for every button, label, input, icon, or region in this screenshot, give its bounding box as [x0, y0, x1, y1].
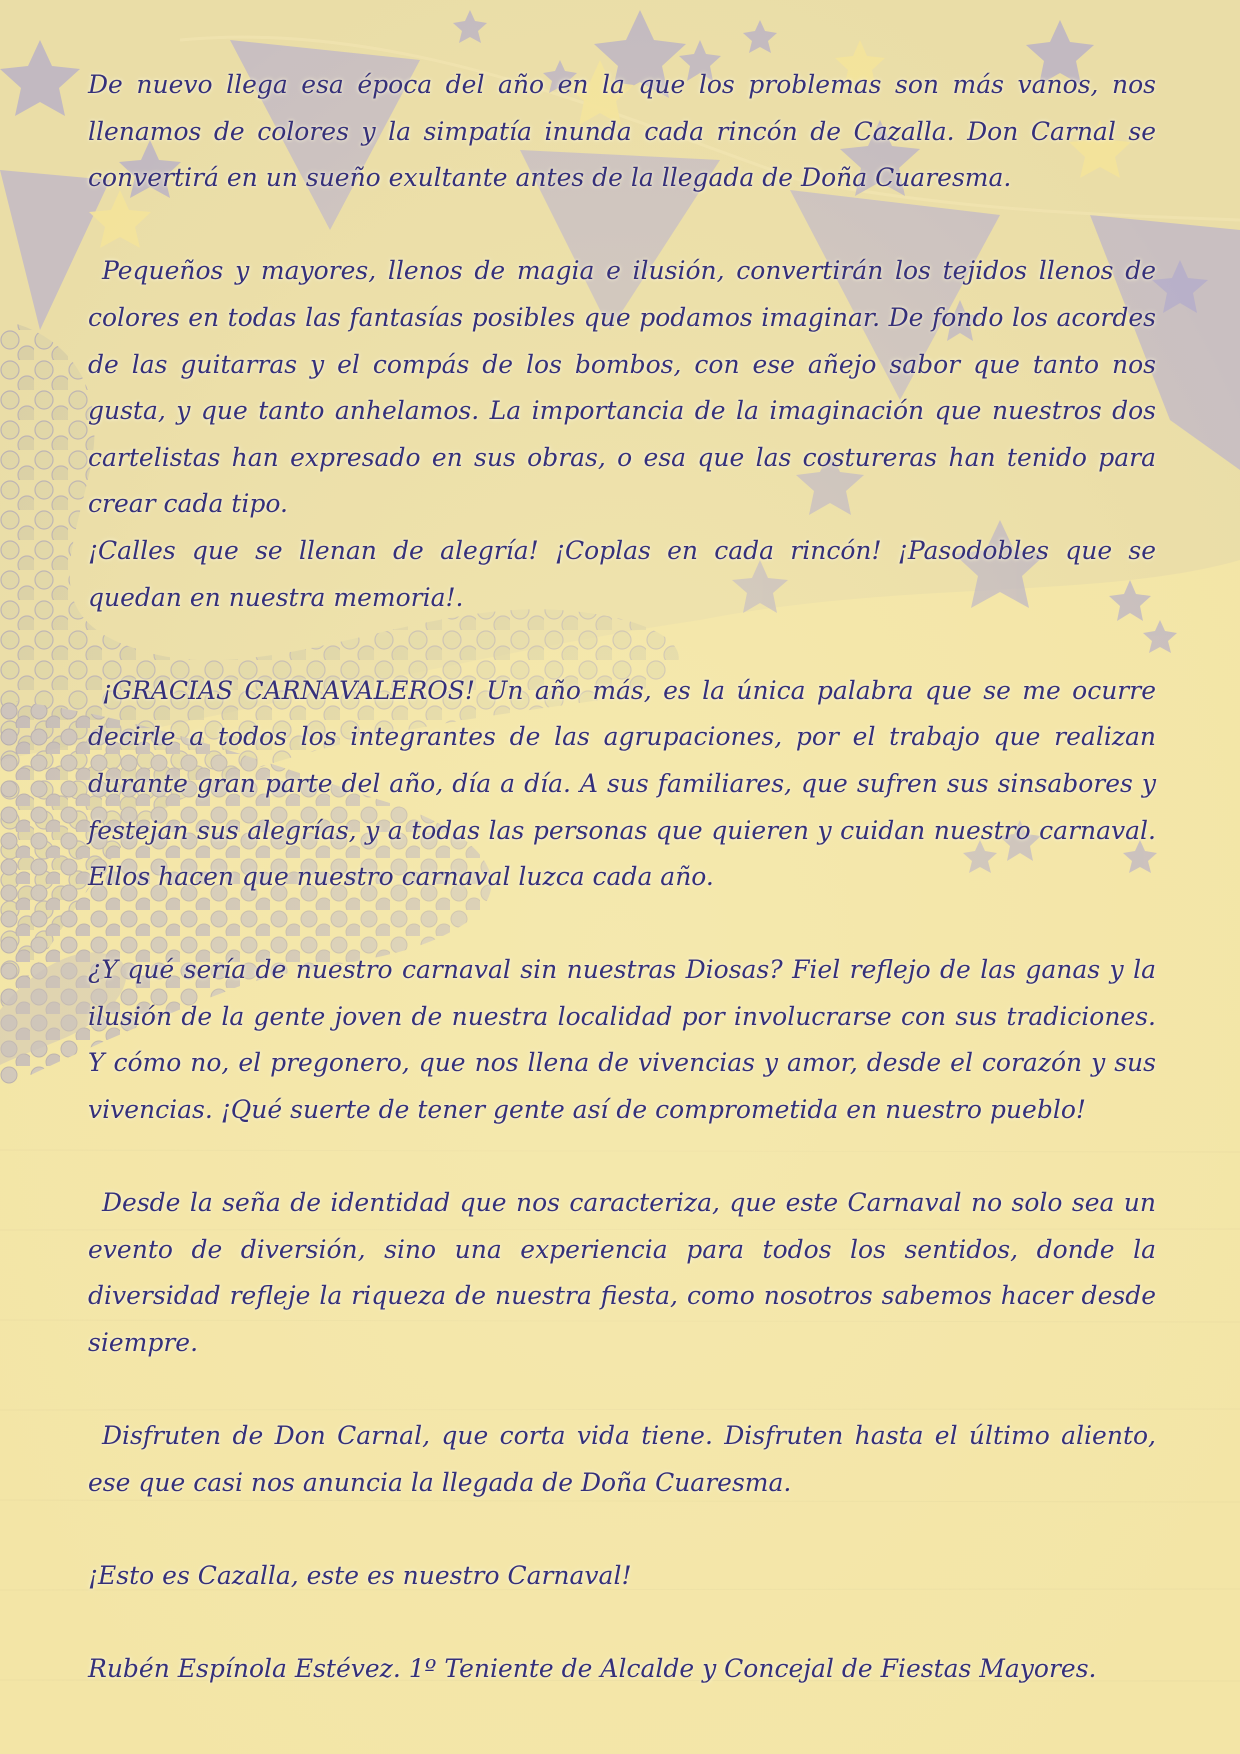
paragraph-spacer — [88, 621, 1156, 668]
paragraph-intro: De nuevo llega esa época del año en la que los problemas son más vanos, nos llenamos de colores y la simpatía inunda cada rincón de Cazalla. Don Carnal se convertirá en un sueño exultante antes de la llegada de Doña Cuaresma. — [88, 70, 1156, 193]
paragraph-enjoy: Disfruten de Don Carnal, que corta vida tiene. Disfruten hasta el último aliento, ese que casi nos anuncia la llegada de Doña Cuaresma. — [88, 1421, 1156, 1497]
paragraph-diosas: ¿Y qué sería de nuestro carnaval sin nuestras Diosas? Fiel reflejo de las ganas y la ilusión de la gente joven de nuestra localidad por involucrarse con sus tradiciones. Y cómo no, el pregonero, que nos llena de vivencias y amor, desde el corazón y sus vivencias. ¡Qué suerte de tener gente así de comprometida en nuestro pueblo! — [88, 955, 1156, 1125]
signature: Rubén Espínola Estévez. 1º Teniente de Alcalde y Concejal de Fiestas Mayores. — [88, 1654, 1097, 1684]
paragraph-spacer — [88, 901, 1156, 948]
paragraph-spacer — [88, 1367, 1156, 1414]
paragraph-identity: Desde la seña de identidad que nos caracteriza, que este Carnaval no solo sea un evento de diversión, sino una experiencia para todos los sentidos, donde la diversidad refleje la riqueza de nuestra fiesta, como nosotros sabemos hacer desde siempre. — [88, 1188, 1156, 1358]
paragraph-spacer — [88, 1506, 1156, 1553]
paragraph-fantasies: Pequeños y mayores, llenos de magia e ilusión, convertirán los tejidos llenos de colores en todas las fantasías posibles que podamos imaginar. De fondo los acordes de las guitarras y el compás de los bombos, con ese añejo sabor que tanto nos gusta, y que tanto anhelamos. La importancia de la imaginación que nuestros dos cartelistas han expresado en sus obras, o esa que las costureras han tenido para crear cada tipo. — [88, 256, 1156, 519]
paragraph-spacer — [88, 202, 1156, 249]
paragraph-spacer — [88, 1134, 1156, 1181]
paragraph-spacer — [88, 1600, 1156, 1647]
paragraph-thanks: ¡GRACIAS CARNAVALEROS! Un año más, es la única palabra que se me ocurre decirle a todos los integrantes de las agrupaciones, por el trabajo que realizan durante gran parte del año, día a día. A sus familiares, que sufren sus sinsabores y festejan sus alegrías, y a todas las personas que quieren y cuidan nuestro carnaval. Ellos hacen que nuestro carnaval luzca cada año. — [88, 675, 1156, 892]
paragraph-closing: ¡Esto es Cazalla, este es nuestro Carnaval! — [88, 1561, 632, 1590]
letter-body — [88, 62, 1156, 1693]
paragraph-exclamations: ¡Calles que se llenan de alegría! ¡Coplas en cada rincón! ¡Pasodobles que se quedan en nuestra memoria!. — [88, 535, 1156, 612]
